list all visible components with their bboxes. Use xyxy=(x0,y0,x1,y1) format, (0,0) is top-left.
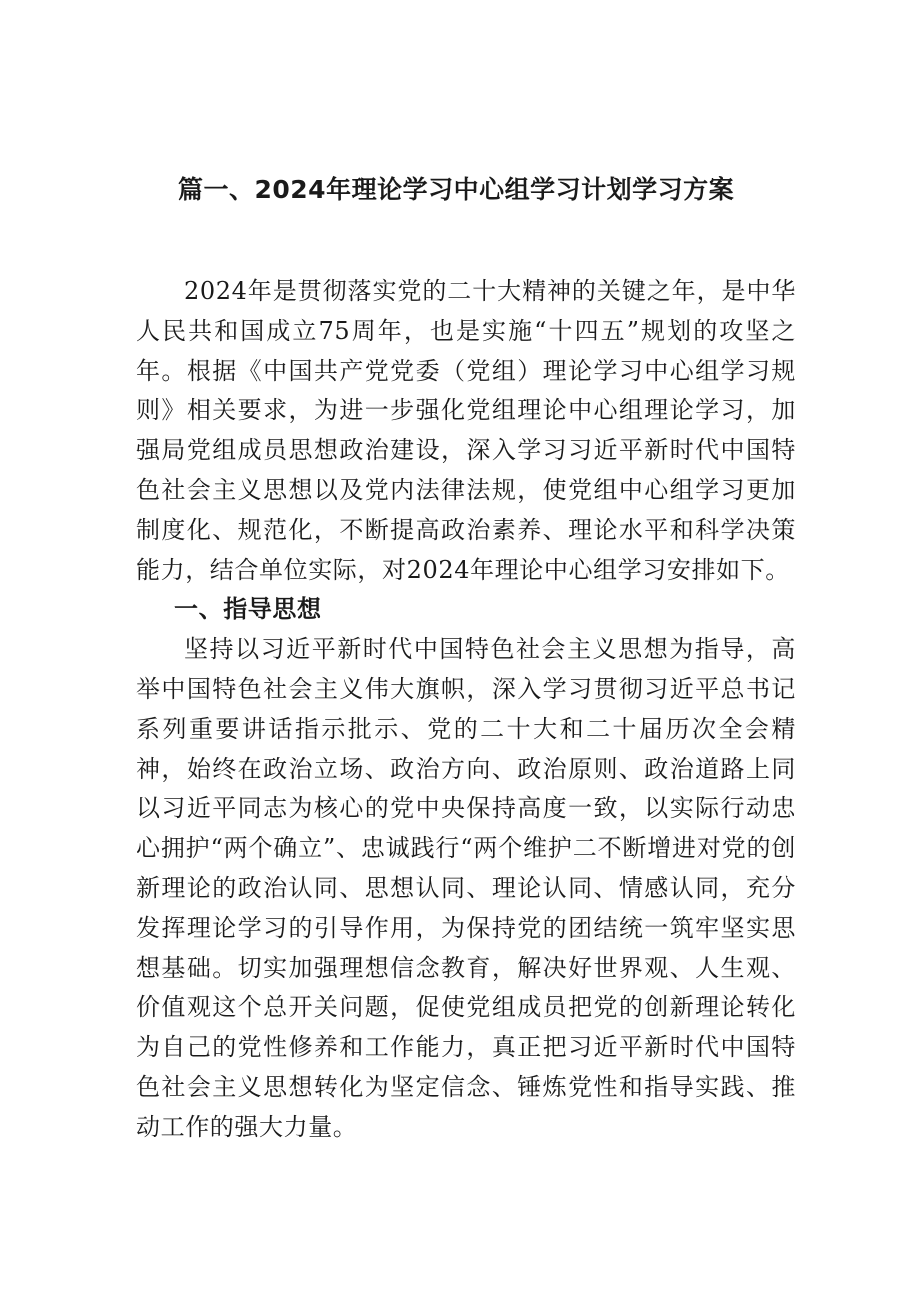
document-body xyxy=(136,272,796,1148)
section-paragraph-guiding-thought: 坚持以习近平新时代中国特色社会主义思想为指导，高举中国特色社会主义伟大旗帜，深入学习贯彻习近平总书记系列重要讲话指示批示、党的二十大和二十届历次全会精神，始终在政治立场、政治方向、政治原则、政治道路上同以习近平同志为核心的党中央保持高度一致，以实际行动忠心拥护“两个确立”、忠诚践行“两个维护二不断增进对党的创新理论的政治认同、思想认同、理论认同、情感认同，充分发挥理论学习的引导作用，为保持党的团结统一筑牢坚实思想基础。切实加强理想信念教育，解决好世界观、人生观、价值观这个总开关问题，促使党组成员把党的创新理论转化为自己的党性修养和工作能力，真正把习近平新时代中国特色社会主义思想转化为坚定信念、锤炼党性和指导实践、推动工作的强大力量。 xyxy=(136,635,796,1141)
document-title: 篇一、2024年理论学习中心组学习计划学习方案 xyxy=(178,175,735,204)
intro-paragraph: 2024年是贯彻落实党的二十大精神的关键之年，是中华人民共和国成立75周年，也是实施“十四五”规划的攻坚之年。根据《中国共产党党委（党组）理论学习中心组学习规则》相关要求，为进一步强化党组理论中心组理论学习，加强局党组成员思想政治建设，深入学习习近平新时代中国特色社会主义思想以及党内法律法规，使党组中心组学习更加制度化、规范化，不断提高政治素养、理论水平和科学决策能力，结合单位实际，对2024年理论中心组学习安排如下。 xyxy=(136,277,796,584)
section-heading-guiding-thought: 一、指导思想 xyxy=(174,595,322,624)
